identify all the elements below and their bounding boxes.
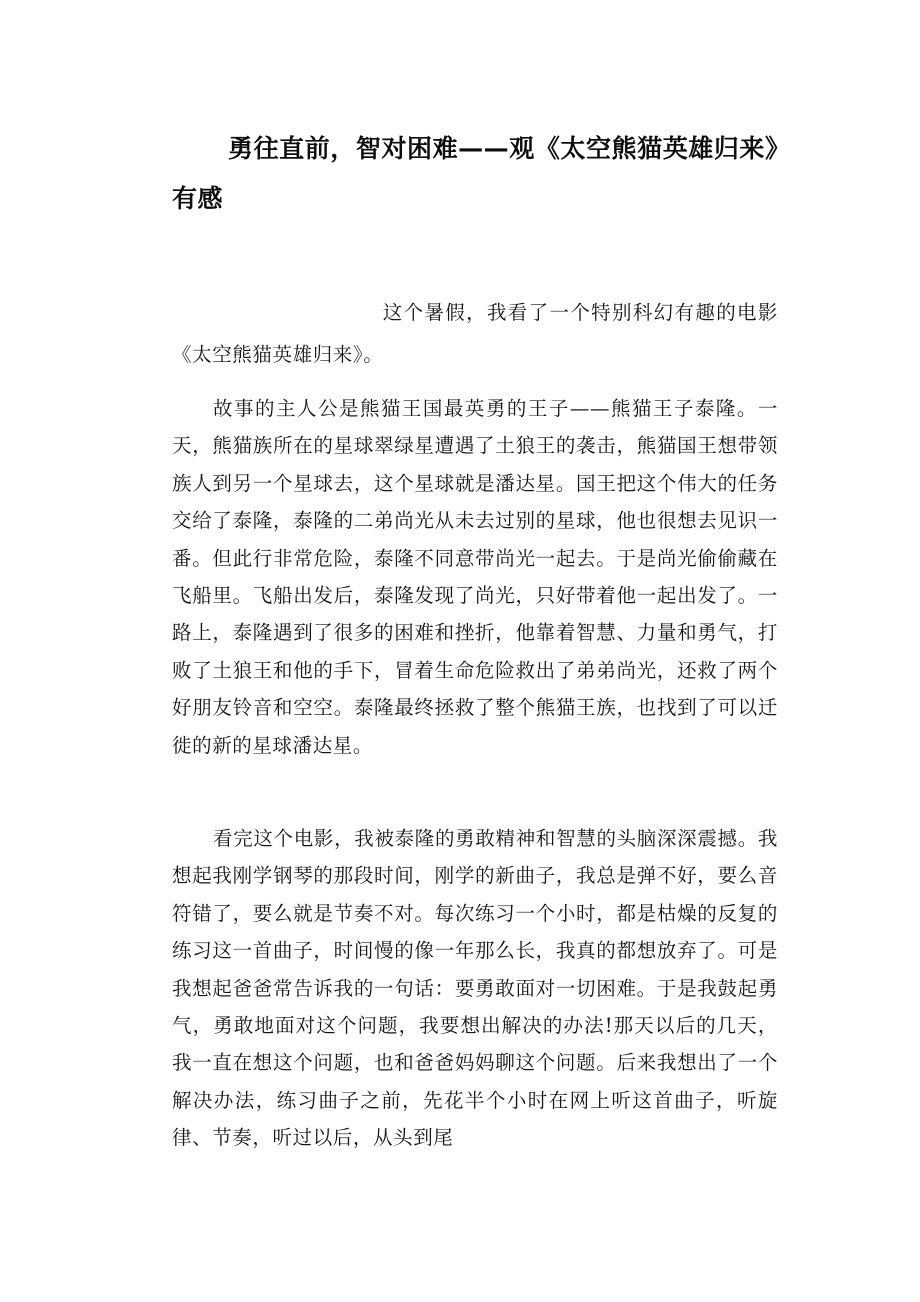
paragraph-story-summary: 故事的主人公是熊猫王国最英勇的王子——熊猫王子泰隆。一天，熊猫族所在的星球翠绿星遭遇了土狼王的袭击，熊猫国王想带领族人到另一个星球去，这个星球就是潘达星。国王把这个伟大的任务交给了泰隆，泰隆的二弟尚光从未去过别的星球，他也很想去见识一番。但此行非常危险，泰隆不同意带尚光一起去。于是尚光偷偷藏在飞船里。飞船出发后，泰隆发现了尚光，只好带着他一起出发了。一路上，泰隆遇到了很多的困难和挫折，他靠着智慧、力量和勇气，打败了土狼王和他的手下，冒着生命危险救出了弟弟尚光，还救了两个好朋友铃音和空空。泰隆最终拯救了整个熊猫王族，也找到了可以迁徙的新的星球潘达星。	[172, 397, 778, 757]
paragraph-intro-text: 这个暑假，我看了一个特别科幻有趣的电影《太空熊猫英雄归来》。	[172, 301, 778, 366]
document-title: 勇往直前，智对困难——观《太空熊猫英雄归来》有感	[172, 134, 778, 213]
paragraph-intro	[172, 292, 778, 376]
paragraph-reflection: 看完这个电影，我被泰隆的勇敢精神和智慧的头脑深深震撼。我想起我刚学钢琴的那段时间，刚学的新曲子，我总是弹不好，要么音符错了，要么就是节奏不对。每次练习一个小时，都是枯燥的反复的练习这一首曲子，时间慢的像一年那么长，我真的都想放弃了。可是我想起爸爸常告诉我的一句话：要勇敢面对一切困难。于是我鼓起勇气，勇敢地面对这个问题，我要想出解决的办法!那天以后的几天，我一直在想这个问题，也和爸爸妈妈聊这个问题。后来我想出了一个解决办法，练习曲子之前，先花半个小时在网上听这首曲子，听旋律、节奏，听过以后，从头到尾	[172, 827, 778, 1150]
